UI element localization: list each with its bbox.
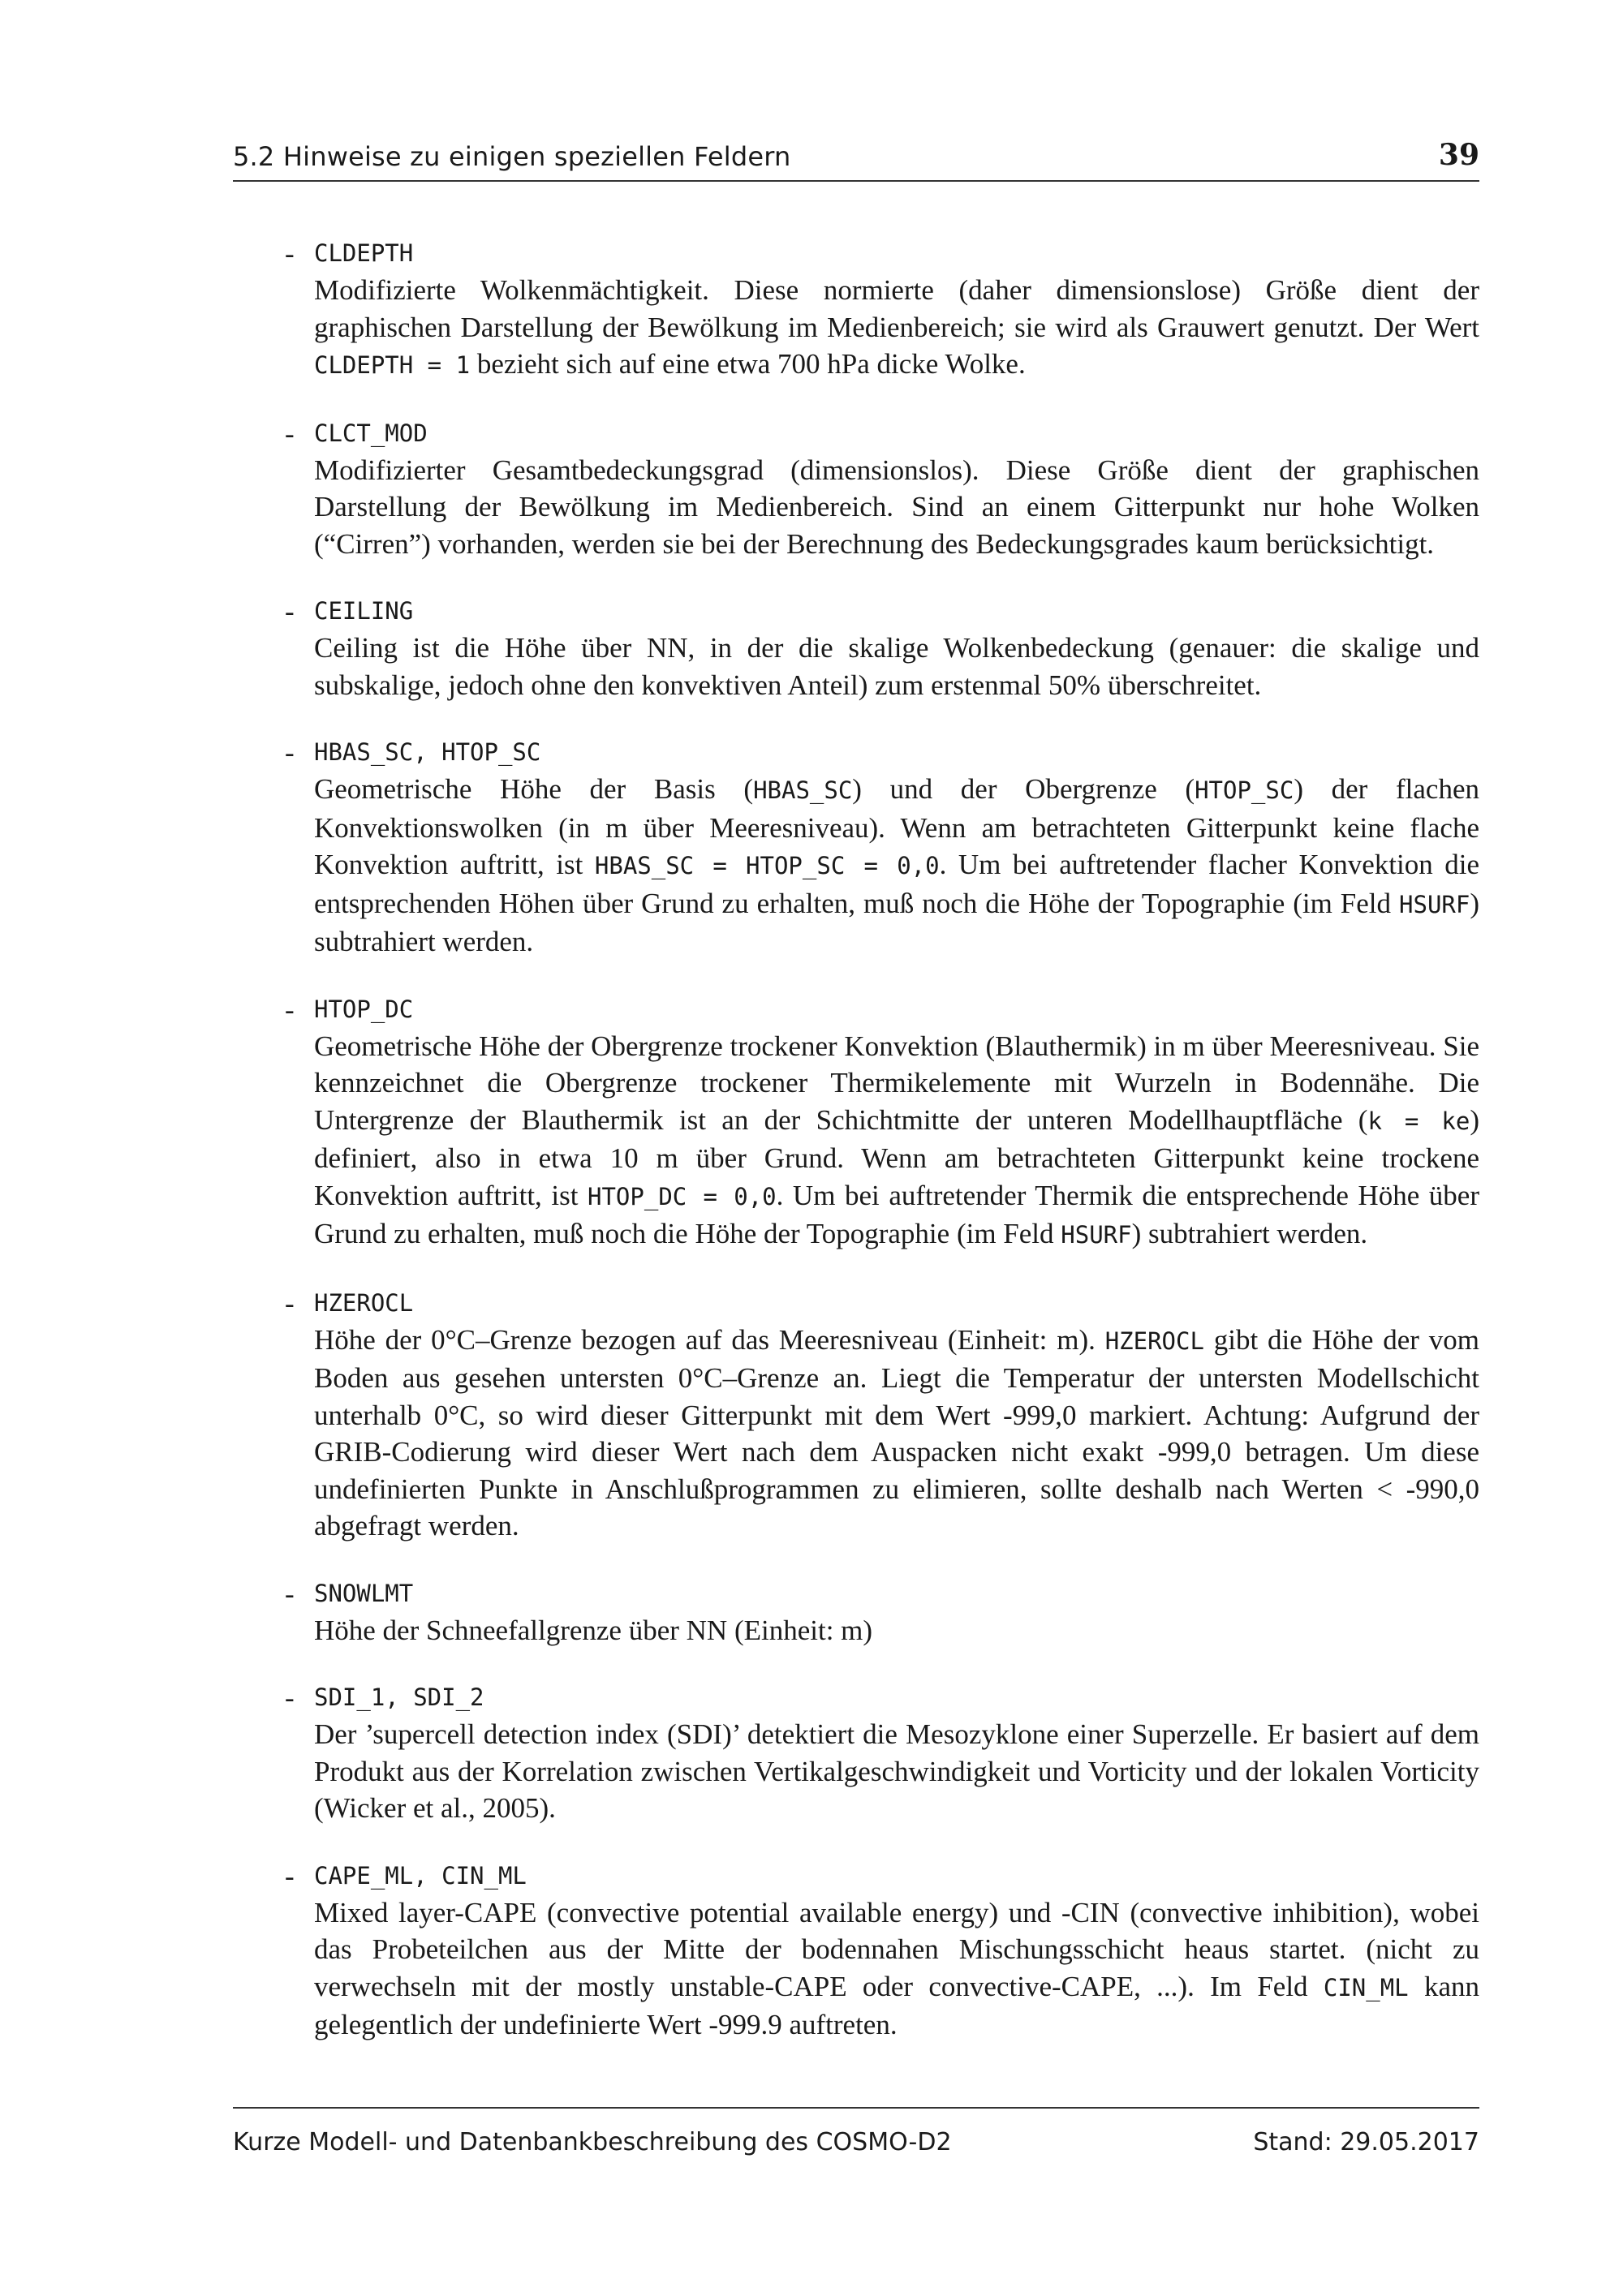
code-literal: CIN_ML: [1323, 1973, 1409, 2001]
field-description: [314, 272, 1479, 385]
field-name: SNOWLMT: [314, 1579, 414, 1607]
list-item: [233, 1858, 1479, 2044]
field-name: HZEROCL: [314, 1288, 414, 1317]
list-bullet: -: [285, 1287, 295, 1319]
description-text: Höhe der Schneefallgrenze über NN (Einheit: m): [314, 1614, 873, 1646]
description-text: Geometrische Höhe der Basis (: [314, 773, 754, 805]
list-bullet: -: [285, 595, 295, 627]
description-text: . Um bei auftretender flacher Konvektion die entsprechenden Höhen über Grund zu erhalten, muß noch die Höhe der Topographie (im Feld: [314, 849, 1479, 919]
code-literal: HBAS_SC = HTOP_SC = 0,0: [594, 852, 940, 879]
field-name: CAPE_ML, CIN_ML: [314, 1861, 527, 1890]
list-item: [233, 593, 1479, 703]
field-name: CLCT_MOD: [314, 419, 428, 447]
code-literal: HSURF: [1061, 1221, 1132, 1249]
description-text: Modifizierter Gesamtbedeckungsgrad (dimensionslos). Diese Größe dient der graphischen Darstellung der Bewölkung im Medienbereich. Sind an einem Gitterpunkt nur hohe Wolken (“Cirren”) vorhanden, werden sie bei der Berechnung des Bedeckungsgrades kaum berücksichtigt.: [314, 454, 1479, 560]
list-item: [233, 1679, 1479, 1827]
description-text: ) definiert, also in etwa 10 m über Grund. Wenn am betrachteten Gitterpunkt keine trockene Konvektion auftritt, ist: [314, 1103, 1479, 1211]
description-text: Höhe der 0°C–Grenze bezogen auf das Meeresniveau (Einheit: m).: [314, 1323, 1105, 1356]
field-name: CLDEPTH: [314, 239, 414, 267]
field-description: [314, 1028, 1479, 1254]
description-text: Ceiling ist die Höhe über NN, in der die skalige Wolkenbedeckung (genauer: die skalige und subskalige, jedoch ohne den konvektiven Anteil) zum erstenmal 50% überschreitet.: [314, 632, 1479, 701]
list-bullet: -: [285, 1860, 295, 1892]
list-item: [233, 415, 1479, 563]
list-bullet: -: [285, 737, 295, 768]
code-literal: HBAS_SC: [753, 776, 853, 804]
field-description: [314, 1894, 1479, 2044]
description-text: Geometrische Höhe der Obergrenze trockener Konvektion (Blauthermik) in m über Meeresniveau. Sie kennzeichnet die Obergrenze trockener Thermikelemente mit Wurzeln in Bodennähe. Die Untergrenze der Blauthermik ist an der Schichtmitte der unteren Modellhauptfläche (: [314, 1030, 1479, 1136]
description-text: Mixed layer-CAPE (convective potential available energy) und -CIN (convective inhibition), wobei das Probeteilchen aus der Mitte der bodennahen Mischungsschicht heaus startet. (nicht zu verwechseln mit der mostly unstable-CAPE oder convective-CAPE, ...). Im Feld: [314, 1896, 1479, 2002]
field-description: [314, 1716, 1479, 1827]
description-text: gibt die Höhe der vom Boden aus gesehen untersten 0°C–Grenze an. Liegt die Temperatur der untersten Modellschicht unterhalb 0°C, so wird dieser Gitterpunkt mit dem Wert -999,0 markiert. Achtung: Aufgrund der GRIB-Codierung wird dieser Wert nach dem Auspacken nicht exakt -999,0 betragen. Um diese undefinierten Punkte in Anschlußprogrammen zu elimieren, sollte deshalb nach Werten < -990,0 abgefragt werden.: [314, 1323, 1480, 1541]
list-bullet: -: [285, 238, 295, 269]
running-header: [233, 138, 1479, 182]
list-item: [233, 1576, 1479, 1649]
field-description: [314, 1322, 1479, 1545]
code-literal: CLDEPTH = 1: [314, 351, 471, 379]
field-description: [314, 771, 1479, 961]
field-description: [314, 452, 1479, 563]
running-footer: [233, 2107, 1479, 2165]
description-text: ) subtrahiert werden.: [1131, 1218, 1368, 1249]
field-name: CEILING: [314, 597, 414, 625]
code-literal: HTOP_DC = 0,0: [588, 1182, 777, 1210]
list-item: [233, 734, 1479, 961]
field-name: SDI_1, SDI_2: [314, 1683, 484, 1711]
description-text: Modifizierte Wolkenmächtigkeit. Diese normierte (daher dimensionslose) Größe dient der graphischen Darstellung der Bewölkung im Medienbereich; sie wird als Grauwert genutzt. Der Wert: [314, 274, 1479, 343]
field-name: HTOP_DC: [314, 995, 414, 1023]
description-text: kann gelegentlich der undefinierte Wert -999.9 auftreten.: [314, 1970, 1479, 2040]
field-name: HBAS_SC, HTOP_SC: [314, 738, 541, 766]
description-text: bezieht sich auf eine etwa 700 hPa dicke Wolke.: [470, 348, 1026, 380]
list-item: [233, 1285, 1479, 1545]
code-literal: HTOP_SC: [1195, 776, 1294, 804]
list-item: [233, 235, 1479, 385]
description-text: Der ’supercell detection index (SDI)’ detektiert die Mesozyklone einer Superzelle. Er basiert auf dem Produkt aus der Korrelation zwischen Vertikalgeschwindigkeit und Vorticity und der lokalen Vorticity (Wicker et al., 2005).: [314, 1718, 1479, 1824]
field-description: [314, 630, 1479, 703]
footer-document-title: Kurze Modell- und Datenbankbeschreibung des COSMO-D2: [233, 2128, 952, 2156]
list-bullet: -: [285, 993, 295, 1025]
code-literal: HSURF: [1399, 890, 1470, 918]
field-description-list: [233, 235, 1479, 2075]
list-bullet: -: [285, 417, 295, 449]
section-title: 5.2 Hinweise zu einigen speziellen Feldern: [233, 141, 791, 172]
footer-date: Stand: 29.05.2017: [1253, 2128, 1479, 2156]
description-text: ) der flachen Konvektionswolken (in m über Meeresniveau). Wenn am betrachteten Gitterpunkt keine flache Konvektion auftritt, ist: [314, 773, 1479, 880]
code-literal: k = ke: [1367, 1107, 1470, 1135]
list-item: [233, 991, 1479, 1254]
code-literal: HZEROCL: [1104, 1326, 1204, 1355]
list-bullet: -: [285, 1682, 295, 1713]
field-description: [314, 1612, 1479, 1649]
page-number: 39: [1438, 138, 1479, 172]
list-bullet: -: [285, 1577, 295, 1610]
description-text: ) und der Obergrenze (: [852, 773, 1195, 805]
description-text: . Um bei auftretender Thermik die entsprechende Höhe über Grund zu erhalten, muß noch die Höhe der Topographie (im Feld: [314, 1179, 1479, 1249]
description-text: ) subtrahiert werden.: [314, 887, 1479, 957]
